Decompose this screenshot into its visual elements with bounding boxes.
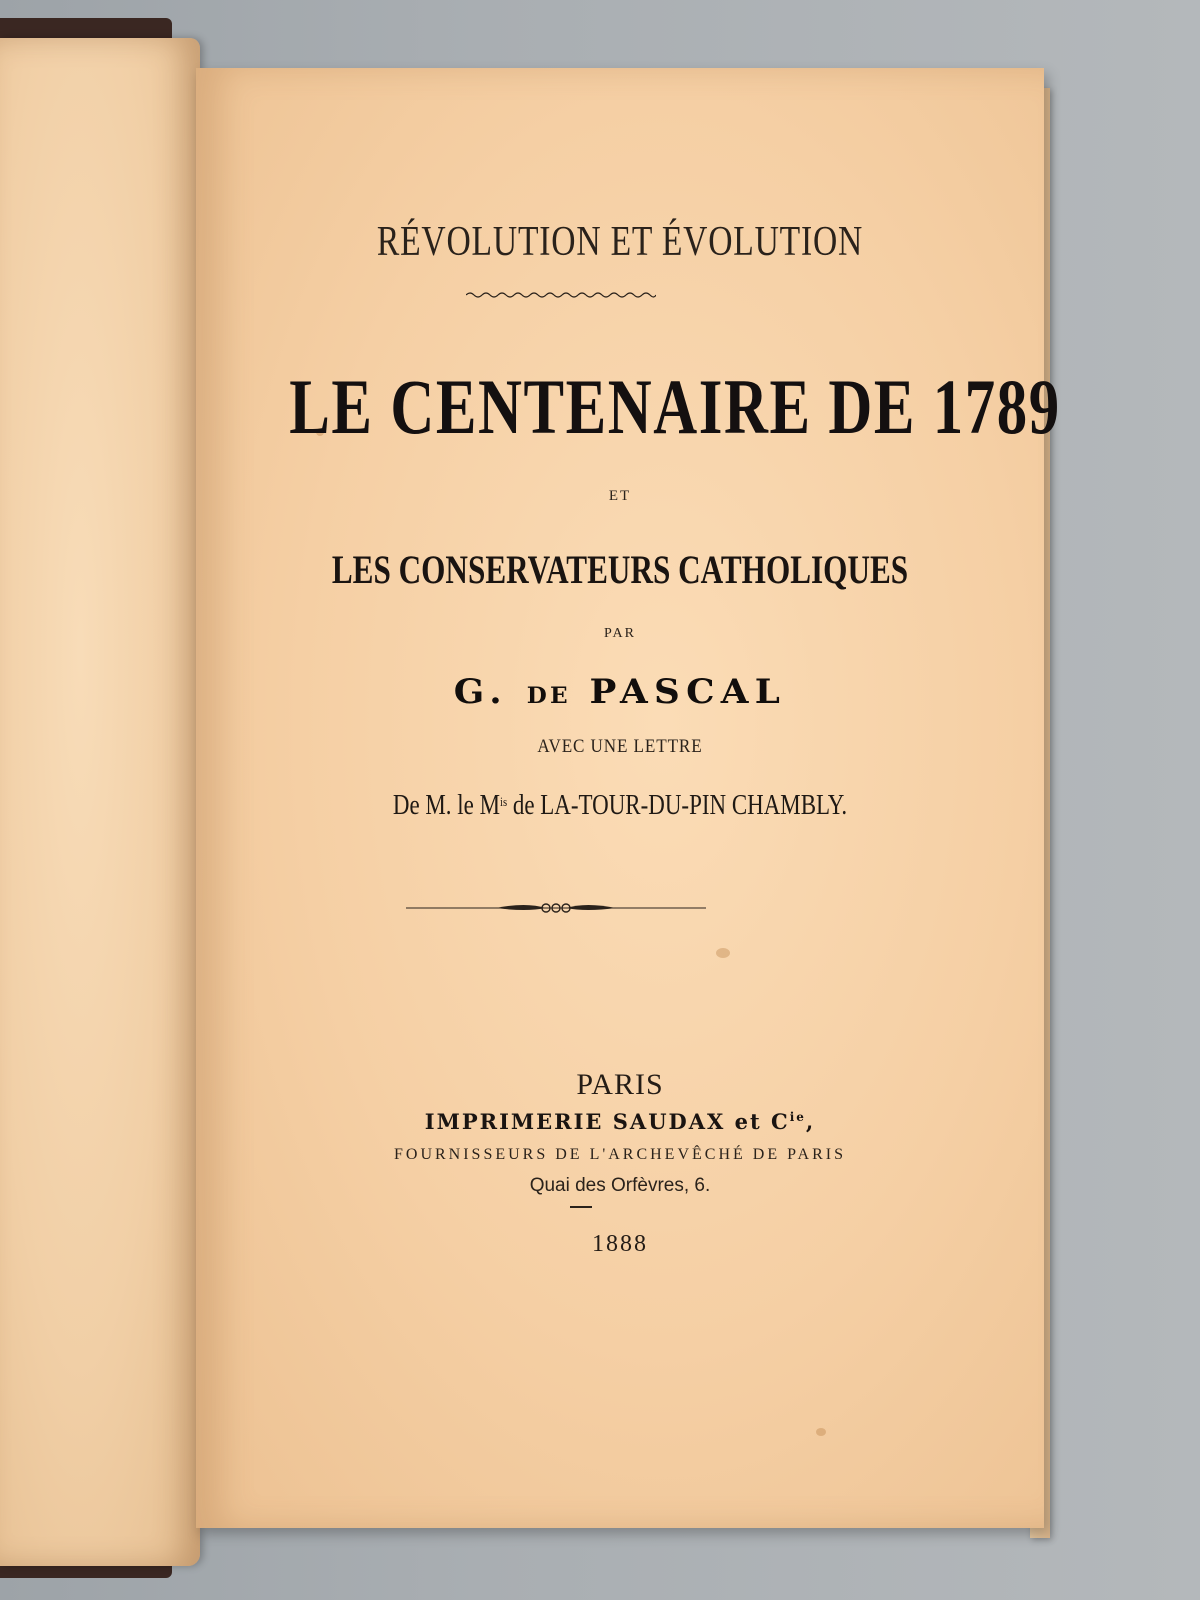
author-initial: G. [453,672,509,712]
imprint-printer [196,1109,1044,1134]
series-title: RÉVOLUTION ET ÉVOLUTION [376,219,864,265]
foxing-spot [716,948,730,958]
dedication-line [272,790,967,822]
imprint-supplier: FOURNISSEURS DE L'ARCHEVÊCHÉ DE PARIS [393,1146,846,1163]
dedication-superscript: is [500,794,508,809]
title-page [196,68,1061,1528]
fleuron-ornament [406,900,706,916]
imprint-city: PARIS [576,1068,664,1101]
dedication-prefix: De M. le M [392,790,501,821]
subtitle: LES CONSERVATEURS CATHOLIQUES [331,547,909,592]
imprint-address: Quai des Orfèvres, 6. [529,1175,711,1196]
author-surname: PASCAL [589,672,787,712]
printer-suffix: , [805,1109,816,1134]
wavy-rule-ornament [466,290,656,300]
printer-name: IMPRIMERIE SAUDAX et C [424,1109,790,1134]
dedication-rest: de LA-TOUR-DU-PIN CHAMBLY. [507,790,848,821]
author-name [175,672,1065,712]
conjunction-text: ET [608,488,632,504]
main-title: LE CENTENAIRE DE 1789 [289,363,1061,450]
letter-note: AVEC UNE LETTRE [537,736,703,757]
author-particle: DE [526,683,571,709]
printer-superscript: ie [789,1110,806,1124]
foxing-spot [816,1428,826,1436]
by-text: PAR [604,626,636,641]
left-page [0,38,200,1566]
short-rule-divider [570,1206,592,1208]
imprint-year: 1888 [592,1231,648,1257]
